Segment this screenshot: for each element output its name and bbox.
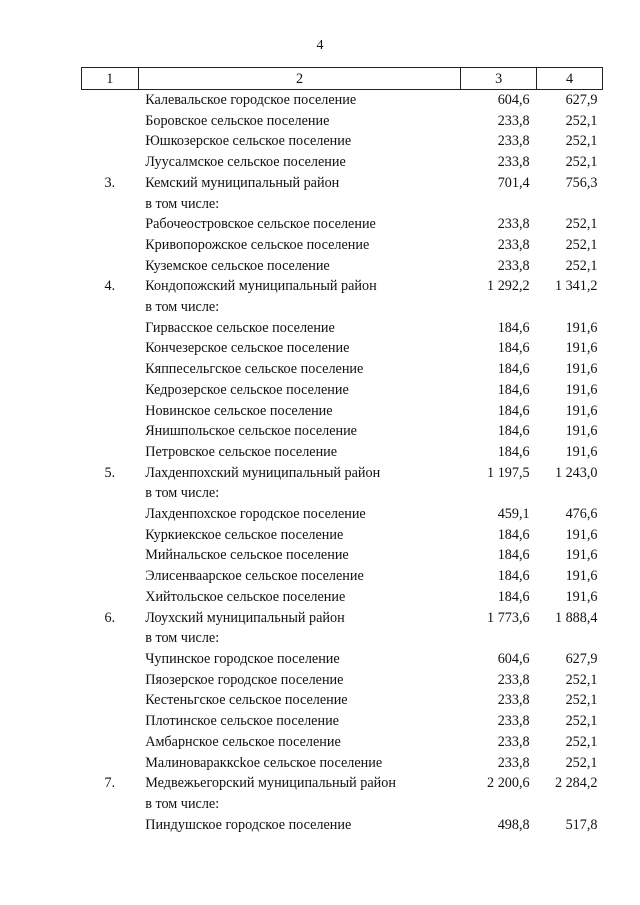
row-value-col4: 252,1 (565, 154, 598, 171)
row-number (82, 504, 139, 525)
row-name: Кончезерское сельское поселение (145, 340, 350, 357)
row-number (82, 649, 139, 670)
row-value-col4: 2 284,2 (554, 775, 598, 792)
row-value-col3 (461, 297, 537, 318)
row-number (82, 794, 139, 815)
row-number (82, 297, 139, 318)
row-value-col3: 1 292,2 (487, 278, 530, 295)
row-name: в том числе: (145, 630, 220, 647)
row-value-col4 (537, 297, 603, 318)
row-value-col4: 191,6 (565, 443, 598, 460)
page-number: 4 (316, 38, 324, 53)
row-value-col3 (461, 194, 537, 215)
row-value-col3: 233,8 (497, 692, 530, 709)
table-row (82, 566, 603, 587)
row-number (82, 815, 139, 836)
row-number (82, 214, 139, 235)
row-name: Калевальское городское поселение (145, 92, 357, 108)
row-value-col4: 191,6 (565, 547, 598, 564)
row-number (82, 732, 139, 753)
row-value-col4: 191,6 (565, 423, 598, 440)
row-value-col3: 233,8 (497, 671, 530, 688)
table-row (82, 401, 603, 422)
row-value-col4: 627,9 (565, 92, 598, 108)
table-row (82, 214, 603, 235)
row-number (82, 256, 139, 277)
row-value-col3: 498,8 (497, 816, 530, 833)
table-row (82, 587, 603, 608)
row-number (82, 318, 139, 339)
row-name: Лахденпохский муниципальный район (145, 464, 381, 481)
row-value-col3: 233,8 (497, 713, 530, 730)
row-name: Лоухский муниципальный район (145, 609, 345, 626)
row-number (82, 587, 139, 608)
row-value-col3: 184,6 (497, 443, 530, 460)
row-name: Кемский муниципальный район (145, 174, 340, 191)
row-value-col3: 184,6 (497, 340, 530, 357)
row-value-col3: 701,4 (497, 174, 530, 191)
row-number (82, 194, 139, 215)
row-name: Малиноваракксkoe сельское поселение (145, 754, 383, 771)
row-number (82, 753, 139, 774)
row-value-col3: 233,8 (497, 216, 530, 233)
row-number (82, 111, 139, 132)
row-value-col4: 1 341,2 (554, 278, 598, 295)
table-row (82, 525, 603, 546)
row-value-col4: 252,1 (565, 671, 598, 688)
row-value-col3: 184,6 (497, 423, 530, 440)
row-value-col4: 252,1 (565, 216, 598, 233)
row-number (82, 421, 139, 442)
row-value-col3: 233,8 (497, 236, 530, 253)
budget-table (81, 67, 603, 835)
row-value-col3: 184,6 (497, 568, 530, 585)
header-col-1: 1 (82, 68, 139, 90)
table-header (82, 68, 603, 90)
row-value-col4: 252,1 (565, 713, 598, 730)
row-number (82, 131, 139, 152)
row-number: 5. (104, 464, 116, 481)
row-value-col3 (461, 483, 537, 504)
row-name: Чупинское городское поселение (145, 650, 340, 667)
row-value-col4: 517,8 (565, 816, 598, 833)
row-number (82, 525, 139, 546)
table-row (82, 608, 603, 629)
table-row (82, 276, 603, 297)
table-row (82, 504, 603, 525)
row-number: 6. (104, 609, 116, 626)
table-row (82, 732, 603, 753)
row-number: 3. (104, 174, 116, 191)
row-name: Луусалмское сельское поселение (145, 154, 346, 171)
row-number (82, 690, 139, 711)
row-name: Петровское сельское поселение (145, 443, 338, 460)
row-name: Юшкозерское сельское поселение (145, 133, 352, 150)
row-value-col3: 184,6 (497, 526, 530, 543)
table-row (82, 628, 603, 649)
row-value-col3: 184,6 (497, 402, 530, 419)
row-value-col4: 252,1 (565, 692, 598, 709)
row-number (82, 359, 139, 380)
row-number (82, 670, 139, 691)
table-body (82, 90, 603, 836)
row-number (82, 401, 139, 422)
row-value-col4: 1 243,0 (554, 464, 598, 481)
table-row (82, 256, 603, 277)
row-value-col3: 1 773,6 (487, 609, 530, 626)
table-row (82, 649, 603, 670)
row-value-col3 (461, 628, 537, 649)
row-value-col3: 604,6 (497, 650, 530, 667)
table-row (82, 194, 603, 215)
table-row (82, 753, 603, 774)
table-row (82, 318, 603, 339)
table-row (82, 442, 603, 463)
row-value-col4: 191,6 (565, 319, 598, 336)
table-row (82, 421, 603, 442)
row-value-col3: 2 200,6 (487, 775, 530, 792)
row-value-col3: 233,8 (497, 133, 530, 150)
row-value-col3 (461, 794, 537, 815)
row-name: в том числе: (145, 485, 220, 502)
row-value-col3: 604,6 (497, 92, 530, 108)
row-name: Пиндушское городское поселение (145, 816, 352, 833)
row-value-col3: 1 197,5 (487, 464, 530, 481)
row-name: в том числе: (145, 795, 220, 812)
table-row (82, 711, 603, 732)
header-col-4: 4 (537, 68, 603, 90)
row-value-col3: 233,8 (497, 154, 530, 171)
table-row (82, 111, 603, 132)
row-name: Пяозерское городское поселение (145, 671, 344, 688)
row-name: Кяппесельгское сельское поселение (145, 361, 364, 378)
table-row (82, 670, 603, 691)
row-name: Медвежьегорский муниципальный район (145, 775, 396, 792)
table-row (82, 297, 603, 318)
row-value-col4: 627,9 (565, 650, 598, 667)
row-name: Хийтольское сельское поселение (145, 588, 346, 605)
table-row (82, 173, 603, 194)
row-value-col4: 252,1 (565, 112, 598, 129)
row-value-col3: 184,6 (497, 381, 530, 398)
row-number (82, 338, 139, 359)
table-row (82, 338, 603, 359)
row-value-col4: 476,6 (565, 506, 598, 523)
table-row (82, 545, 603, 566)
table-row (82, 483, 603, 504)
row-value-col4: 191,6 (565, 402, 598, 419)
row-number (82, 442, 139, 463)
row-value-col3: 233,8 (497, 257, 530, 274)
row-value-col4: 1 888,4 (554, 609, 598, 626)
row-name: Амбарнское сельское поселение (145, 733, 341, 750)
row-value-col4: 252,1 (565, 257, 598, 274)
table-row (82, 463, 603, 484)
row-name: Плотинское сельское поселение (145, 713, 339, 730)
table-row (82, 131, 603, 152)
table-row (82, 773, 603, 794)
header-col-3: 3 (461, 68, 537, 90)
row-value-col4 (537, 194, 603, 215)
row-name: Куркиекское сельское поселение (145, 526, 344, 543)
row-value-col4: 191,6 (565, 588, 598, 605)
row-name: Кондопожский муниципальный район (145, 278, 377, 295)
row-value-col4: 756,3 (565, 174, 598, 191)
row-number: 4. (104, 278, 116, 295)
row-value-col3: 184,6 (497, 547, 530, 564)
row-value-col3: 184,6 (497, 361, 530, 378)
table-row (82, 359, 603, 380)
row-name: Боровское сельское поселение (145, 112, 330, 129)
row-name: Элисенваарское сельское поселение (145, 568, 364, 585)
row-name: Лахденпохское городское поселение (145, 506, 366, 523)
table-row (82, 794, 603, 815)
row-value-col4: 191,6 (565, 568, 598, 585)
table-row (82, 235, 603, 256)
row-value-col3: 233,8 (497, 733, 530, 750)
row-name: Гирвасское сельское поселение (145, 319, 335, 336)
row-number (82, 566, 139, 587)
row-name: Куземское сельское поселение (145, 257, 330, 274)
row-value-col3: 459,1 (497, 506, 530, 523)
row-value-col3: 184,6 (497, 319, 530, 336)
row-name: Рабочеостровское сельское поселение (145, 216, 376, 233)
row-name: Мийнальское сельское поселение (145, 547, 349, 564)
row-name: Янишпольское сельское поселение (145, 423, 357, 440)
row-number (82, 483, 139, 504)
row-value-col4 (537, 628, 603, 649)
row-name: Кедрозерское сельское поселение (145, 381, 349, 398)
row-value-col4: 252,1 (565, 133, 598, 150)
row-name: в том числе: (145, 195, 220, 212)
row-name: Кестеньгское сельское поселение (145, 692, 348, 709)
header-col-2: 2 (138, 68, 461, 90)
row-value-col3: 184,6 (497, 588, 530, 605)
row-value-col4: 252,1 (565, 733, 598, 750)
row-value-col3: 233,8 (497, 754, 530, 771)
table-row (82, 90, 603, 111)
row-value-col4 (537, 483, 603, 504)
row-number (82, 152, 139, 173)
row-number (82, 90, 139, 111)
table-row (82, 152, 603, 173)
row-value-col4: 252,1 (565, 236, 598, 253)
row-value-col4: 191,6 (565, 340, 598, 357)
table-row (82, 380, 603, 401)
row-value-col4: 252,1 (565, 754, 598, 771)
table-row (82, 815, 603, 836)
row-number (82, 545, 139, 566)
row-value-col4: 191,6 (565, 526, 598, 543)
row-number (82, 628, 139, 649)
row-number (82, 711, 139, 732)
table-row (82, 690, 603, 711)
row-value-col4: 191,6 (565, 381, 598, 398)
row-number: 7. (104, 775, 116, 792)
row-name: Новинское сельское поселение (145, 402, 333, 419)
row-value-col3: 233,8 (497, 112, 530, 129)
row-name: в том числе: (145, 299, 220, 316)
row-name: Кривопорожское сельское поселение (145, 236, 370, 253)
row-value-col4: 191,6 (565, 361, 598, 378)
row-number (82, 380, 139, 401)
row-value-col4 (537, 794, 603, 815)
row-number (82, 235, 139, 256)
